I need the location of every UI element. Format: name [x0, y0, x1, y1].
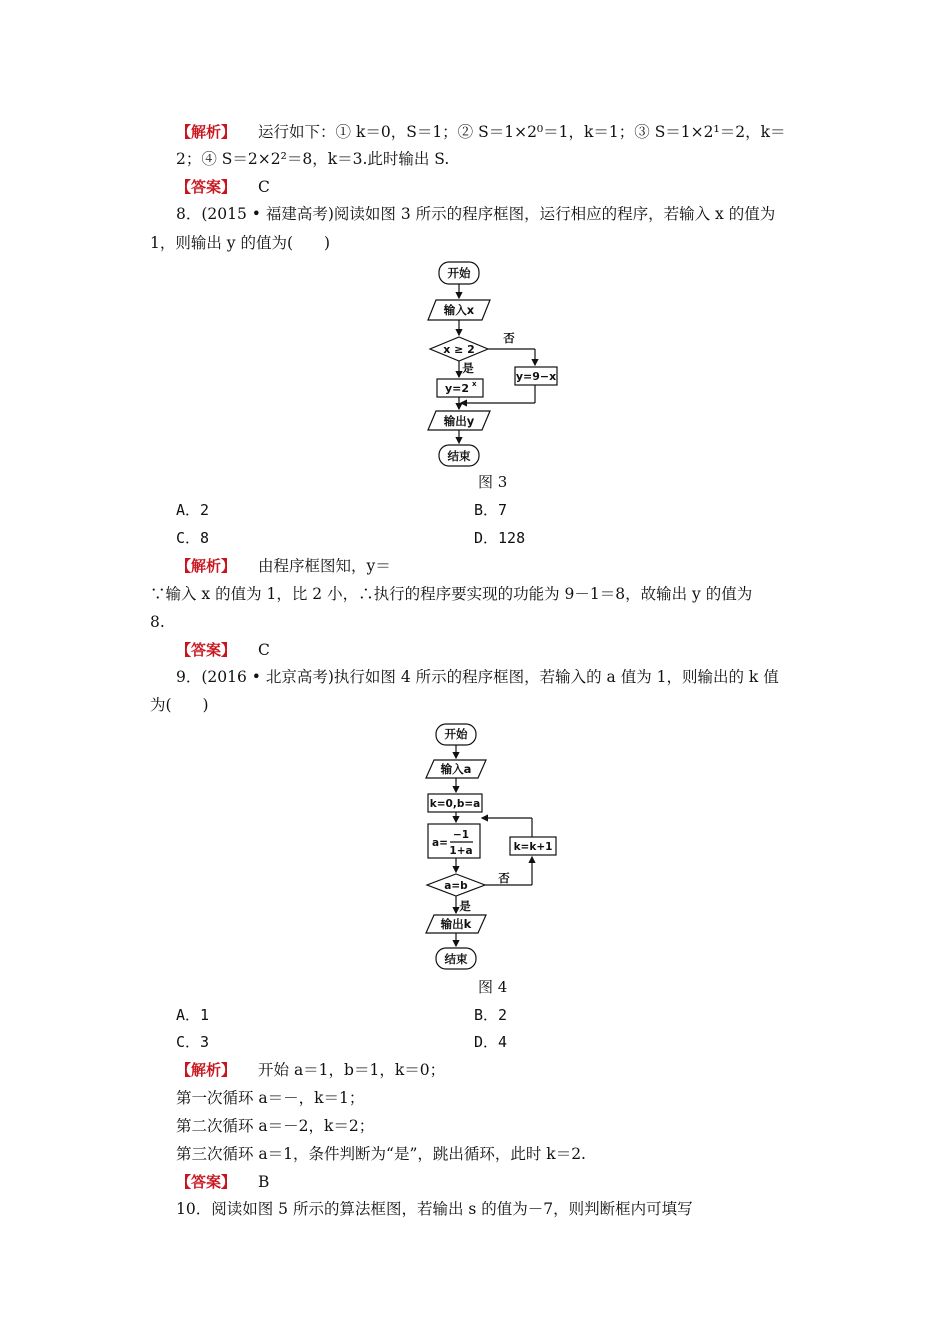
no-box-label: y=9−x: [515, 370, 557, 383]
q7-analysis-line: [176, 121, 786, 143]
cond-label: x ≥ 2: [443, 343, 475, 356]
q9-analysis-text-4: 第三次循环 a＝1，条件判断为“是”，跳出循环，此时 k＝2.: [176, 1145, 586, 1163]
end-label: 结束: [447, 449, 471, 463]
cond-label: a=b: [444, 880, 468, 892]
q9-option-a[interactable]: A．1: [176, 1006, 210, 1024]
q8-analysis-line: [176, 555, 391, 577]
start-label: 开始: [447, 266, 471, 280]
no-label: 否: [503, 331, 515, 345]
answer-tag: 【答案】: [176, 178, 237, 196]
q9-answer: B: [258, 1173, 270, 1191]
q8-option-b[interactable]: B．7: [474, 501, 508, 519]
assign-numerator: −1: [452, 829, 470, 841]
q8-option-c[interactable]: C．8: [176, 529, 210, 547]
analysis-tag: 【解析】: [176, 123, 237, 141]
output-label: 输出y: [443, 414, 475, 428]
q8-figure-caption: 图 3: [478, 473, 508, 491]
analysis-tag: 【解析】: [176, 557, 237, 575]
q8-analysis-text-1: 由程序框图知，y＝: [258, 557, 391, 575]
q8-stem-2: 1，则输出 y 的值为( ): [150, 234, 331, 252]
init-label: k=0,b=a: [429, 798, 481, 810]
q8-stem-1: 8．(2015 • 福建高考)阅读如图 3 所示的程序框图，运行相应的程序，若输入 x 的值为: [176, 205, 776, 223]
q8-answer-line: [176, 639, 270, 661]
no-label: 否: [498, 871, 510, 885]
q9-analysis-text-2: 第一次循环 a＝－，k＝1；: [176, 1089, 365, 1107]
q9-stem-2: 为( ): [150, 696, 209, 714]
q10-stem-1: 10．阅读如图 5 所示的算法框图，若输出 s 的值为－7，则判断框内可填写: [176, 1200, 693, 1218]
q8-flowchart: [410, 258, 580, 470]
q7-analysis-text-1: 运行如下：① k＝0，S＝1；② S＝1×2⁰＝1，k＝1；③ S＝1×2¹＝2，k＝: [258, 123, 786, 141]
q9-figure-caption: 图 4: [478, 978, 508, 996]
start-label: 开始: [444, 727, 468, 741]
answer-tag: 【答案】: [176, 1173, 237, 1191]
q9-option-d[interactable]: D．4: [474, 1033, 508, 1051]
input-label: 输入a: [440, 762, 472, 776]
q8-option-d[interactable]: D．128: [474, 529, 526, 547]
yes-label: 是: [459, 899, 471, 913]
q8-answer: C: [258, 641, 270, 659]
q9-analysis-text-1: 开始 a＝1，b＝1，k＝0；: [258, 1061, 446, 1079]
yes-box-exponent: x: [472, 380, 477, 388]
q7-answer: C: [258, 178, 270, 196]
end-label: 结束: [444, 952, 468, 966]
output-label: 输出k: [440, 917, 472, 931]
assign-denominator: 1+a: [449, 845, 473, 857]
q8-analysis-text-3: 8.: [150, 613, 165, 631]
answer-tag: 【答案】: [176, 641, 237, 659]
q9-analysis-line: [176, 1059, 445, 1081]
q9-stem-1: 9．(2016 • 北京高考)执行如图 4 所示的程序框图，若输入的 a 值为 1，则输出的 k 值: [176, 668, 779, 686]
q9-flowchart: [410, 720, 580, 972]
input-label: 输入x: [443, 303, 475, 317]
q9-answer-line: [176, 1171, 269, 1193]
q8-option-a[interactable]: A．2: [176, 501, 210, 519]
yes-label: 是: [462, 361, 474, 375]
q7-answer-line: [176, 176, 270, 198]
q9-analysis-text-3: 第二次循环 a＝－2，k＝2；: [176, 1117, 375, 1135]
assign-lhs-label: a=: [432, 837, 448, 849]
yes-box-label: y=2: [444, 382, 470, 395]
analysis-tag: 【解析】: [176, 1061, 237, 1079]
q8-analysis-text-2: ∵输入 x 的值为 1，比 2 小，∴执行的程序要实现的功能为 9－1＝8，故输出 y 的值为: [150, 585, 753, 603]
increment-label: k=k+1: [513, 841, 553, 853]
q7-analysis-text-2: 2；④ S＝2×2²＝8，k＝3.此时输出 S.: [176, 150, 450, 168]
q9-option-c[interactable]: C．3: [176, 1033, 210, 1051]
q9-option-b[interactable]: B．2: [474, 1006, 508, 1024]
